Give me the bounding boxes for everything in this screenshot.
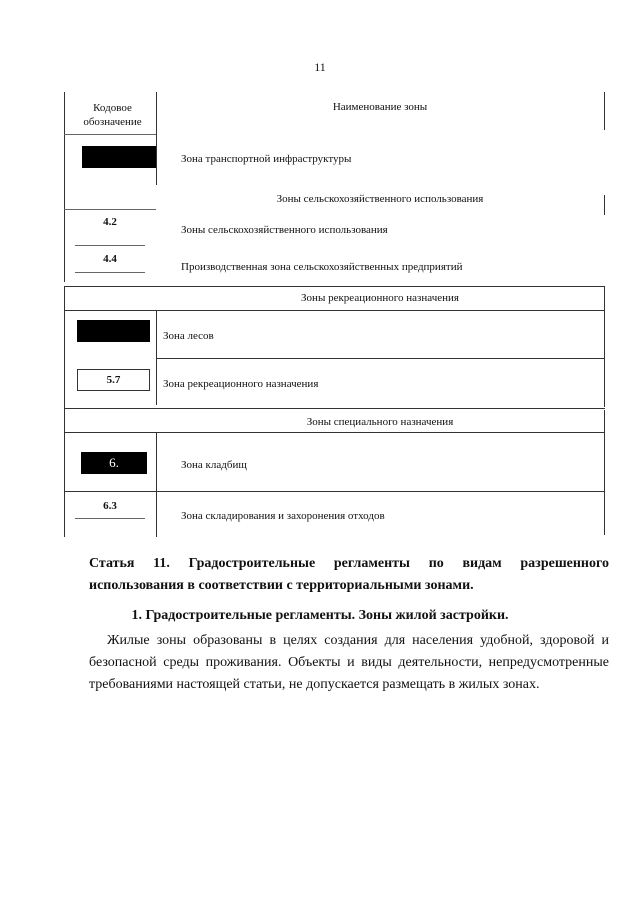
row-separator [64,432,605,433]
header-name: Наименование зоны [332,101,428,113]
row-separator [75,245,145,246]
section-title: Зоны рекреационного назначения [301,292,459,304]
zone-code: 4.2 [103,216,117,228]
row-separator [64,134,156,135]
zone-name: Зона кладбищ [181,459,247,471]
page-number: 11 [314,60,326,74]
row-separator [64,286,605,287]
code-swatch [81,452,147,474]
code-box [77,369,150,391]
zone-code: 6. [109,455,119,470]
row-separator [75,518,145,519]
article-title: Статья 11. Градостроительные регламенты по видам разрешенного использования в соответствии с территориальными зонами. [89,556,609,593]
table-border-right [604,287,605,407]
row-separator [64,209,156,210]
zone-code: 6.3 [103,500,117,512]
code-swatch [77,320,150,342]
header-code: Кодовое обозначение [83,102,142,128]
table-border-left [64,287,65,537]
column-divider [156,432,157,537]
row-separator [64,408,605,409]
table-border-left [64,92,65,282]
table-border-right [604,410,605,535]
row-separator [64,310,605,311]
zone-name: Зоны сельскохозяйственного использования [181,224,388,236]
section-title: Зоны специального назначения [306,416,454,428]
column-divider [156,92,157,185]
zone-name: Зона складирования и захоронения отходов [181,510,385,522]
row-separator [75,272,145,273]
zone-code: 4.4 [103,253,117,265]
zone-name: Производственная зона сельскохозяйственных предприятий [181,261,463,273]
row-separator [64,491,605,492]
table-border-right [604,92,605,130]
section-subheading: 1. Градостроительные регламенты. Зоны жилой застройки. [131,608,509,623]
zone-name: Зона транспортной инфраструктуры [181,153,352,165]
zone-name: Зона лесов [163,330,214,342]
zone-name: Зона рекреационного назначения [163,378,319,390]
code-swatch [82,146,156,168]
table-border-right [604,195,605,215]
section-title: Зоны сельскохозяйственного использования [276,193,484,205]
body-paragraph: Жилые зоны образованы в целях создания для населения удобной, здоровой и безопасной среды проживания. Объекты и виды деятельности, непредусмотренные требованиями настоящей статьи, не допускается размещать в жилых зонах. [89,633,609,692]
zone-code: 5.7 [106,374,121,386]
row-separator [157,358,605,359]
